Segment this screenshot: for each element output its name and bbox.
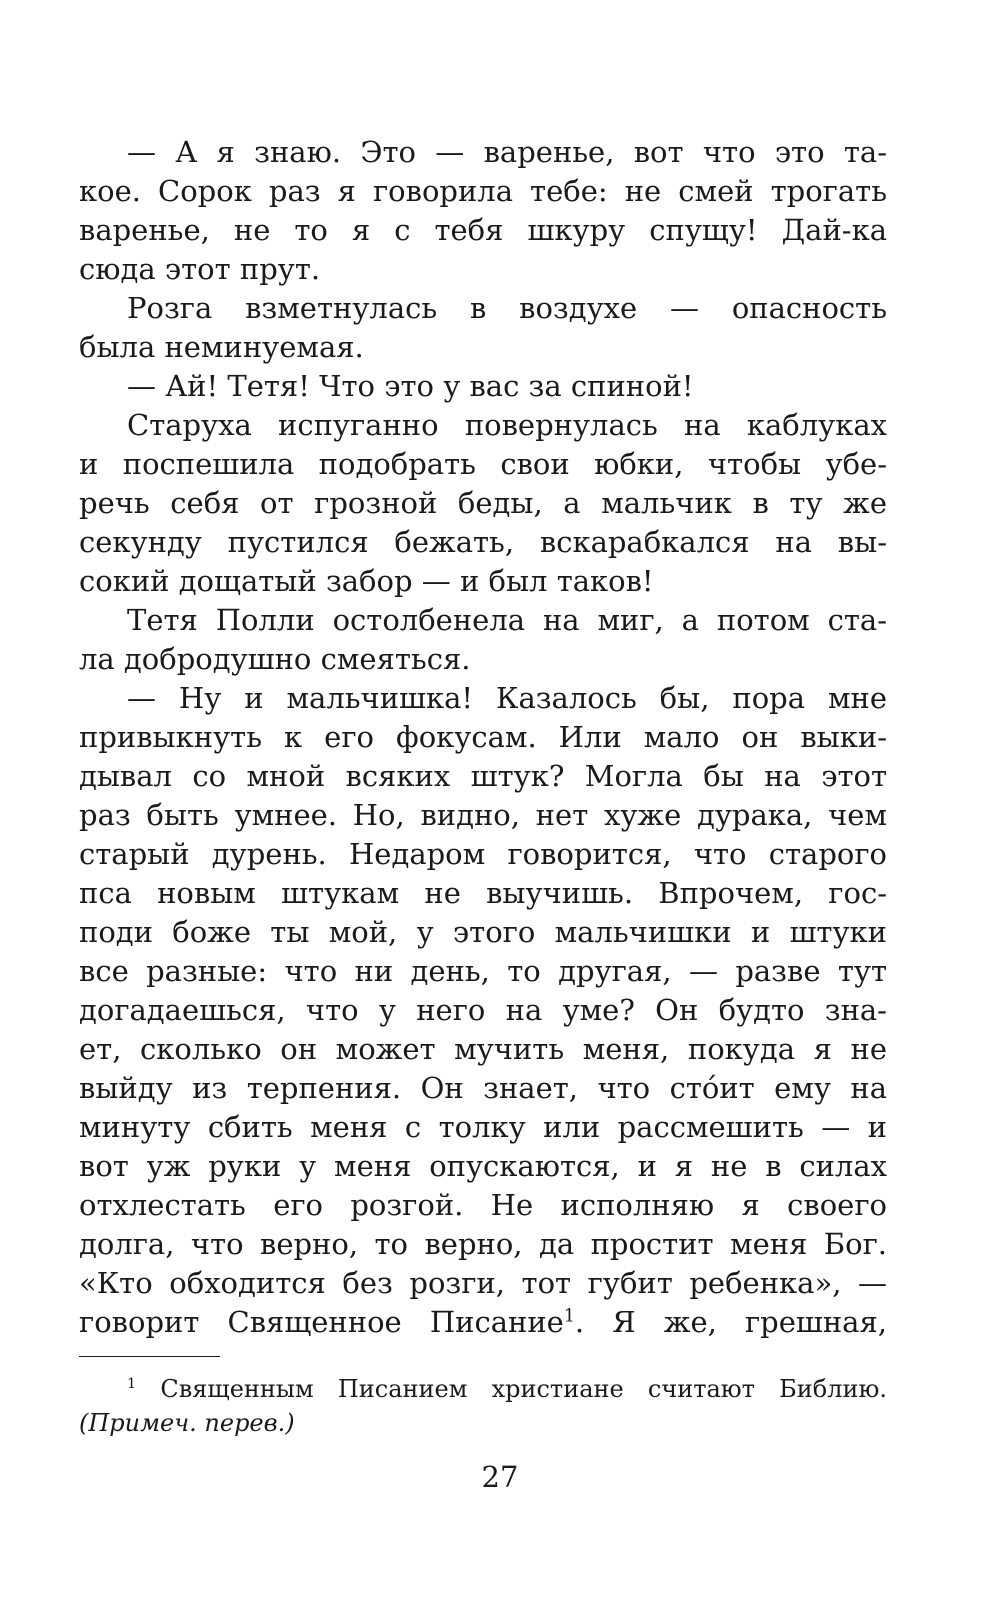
body-text [79, 133, 887, 1303]
footnote-reference: 1 [563, 1306, 575, 1327]
footnote-line-1 [79, 1372, 887, 1406]
body-line: все разные: что ни день, то другая, — разве тут [79, 954, 887, 988]
footnote-text: Священным Писанием христиане считают Библию. [160, 1375, 887, 1403]
body-line: была неминуемая. [79, 330, 364, 364]
body-line: сюда этот прут. [79, 252, 321, 286]
body-line: догадаешься, что у него на уме? Он будто зна- [79, 993, 887, 1027]
page-number: 27 [481, 1460, 519, 1494]
body-line: вот уж руки у меня опускаются, и я не в силах [79, 1149, 887, 1183]
footnote-line-2: (Примеч. перев.) [79, 1409, 295, 1437]
body-line-final-start: говорит Священное Писание [79, 1305, 564, 1339]
body-line: Тетя Полли остолбенела на миг, а потом ста- [127, 603, 887, 637]
body-line: — Ну и мальчишка! Казалось бы, пора мне [127, 681, 887, 715]
body-line: отхлестать его розгой. Не исполняю я своего [79, 1188, 887, 1222]
body-line: кое. Сорок раз я говорила тебе: не смей трогать [79, 174, 887, 208]
body-line-final-end: . Я же, грешная, [574, 1305, 887, 1339]
body-line: выйду из терпения. Он знает, что сто́ит ему на [79, 1071, 887, 1105]
body-line: дывал со мной всяких штук? Могла бы на этот [79, 759, 887, 793]
body-line: — Ай! Тетя! Что это у вас за спиной! [127, 369, 694, 403]
body-line: Старуха испуганно повернулась на каблуках [127, 408, 887, 442]
body-line: Розга взметнулась в воздухе — опасность [127, 291, 887, 325]
footnote [79, 1372, 887, 1440]
body-line: ла добродушно смеяться. [79, 642, 471, 676]
body-line-final [79, 1303, 887, 1342]
body-line: пса новым штукам не выучишь. Впрочем, гос- [79, 876, 887, 910]
body-line: секунду пустился бежать, вскарабкался на вы- [79, 525, 887, 559]
body-line: старый дурень. Недаром говорится, что старого [79, 837, 887, 871]
footnote-marker: 1 [127, 1376, 137, 1392]
footnote-divider [79, 1356, 220, 1357]
body-line: варенье, не то я с тебя шкуру спущу! Дай-ка [79, 213, 887, 247]
body-line: и поспешила подобрать свои юбки, чтобы убе- [79, 447, 887, 481]
body-line: долга, что верно, то верно, да простит меня Бог. [79, 1227, 887, 1261]
body-line: привыкнуть к его фокусам. Или мало он выки- [79, 720, 887, 754]
body-line: сокий дощатый забор — и был таков! [79, 564, 654, 598]
body-line: раз быть умнее. Но, видно, нет хуже дурака, чем [79, 798, 887, 832]
body-line: речь себя от грозной беды, а мальчик в ту же [79, 486, 887, 520]
body-line: минуту сбить меня с толку или рассмешить — и [79, 1110, 887, 1144]
body-line: поди боже ты мой, у этого мальчишки и штуки [79, 915, 887, 949]
body-line: ет, сколько он может мучить меня, покуда я не [79, 1032, 887, 1066]
body-line: «Кто обходится без розги, тот губит ребенка», — [79, 1266, 887, 1300]
body-line: — А я знаю. Это — варенье, вот что это та- [127, 135, 887, 169]
